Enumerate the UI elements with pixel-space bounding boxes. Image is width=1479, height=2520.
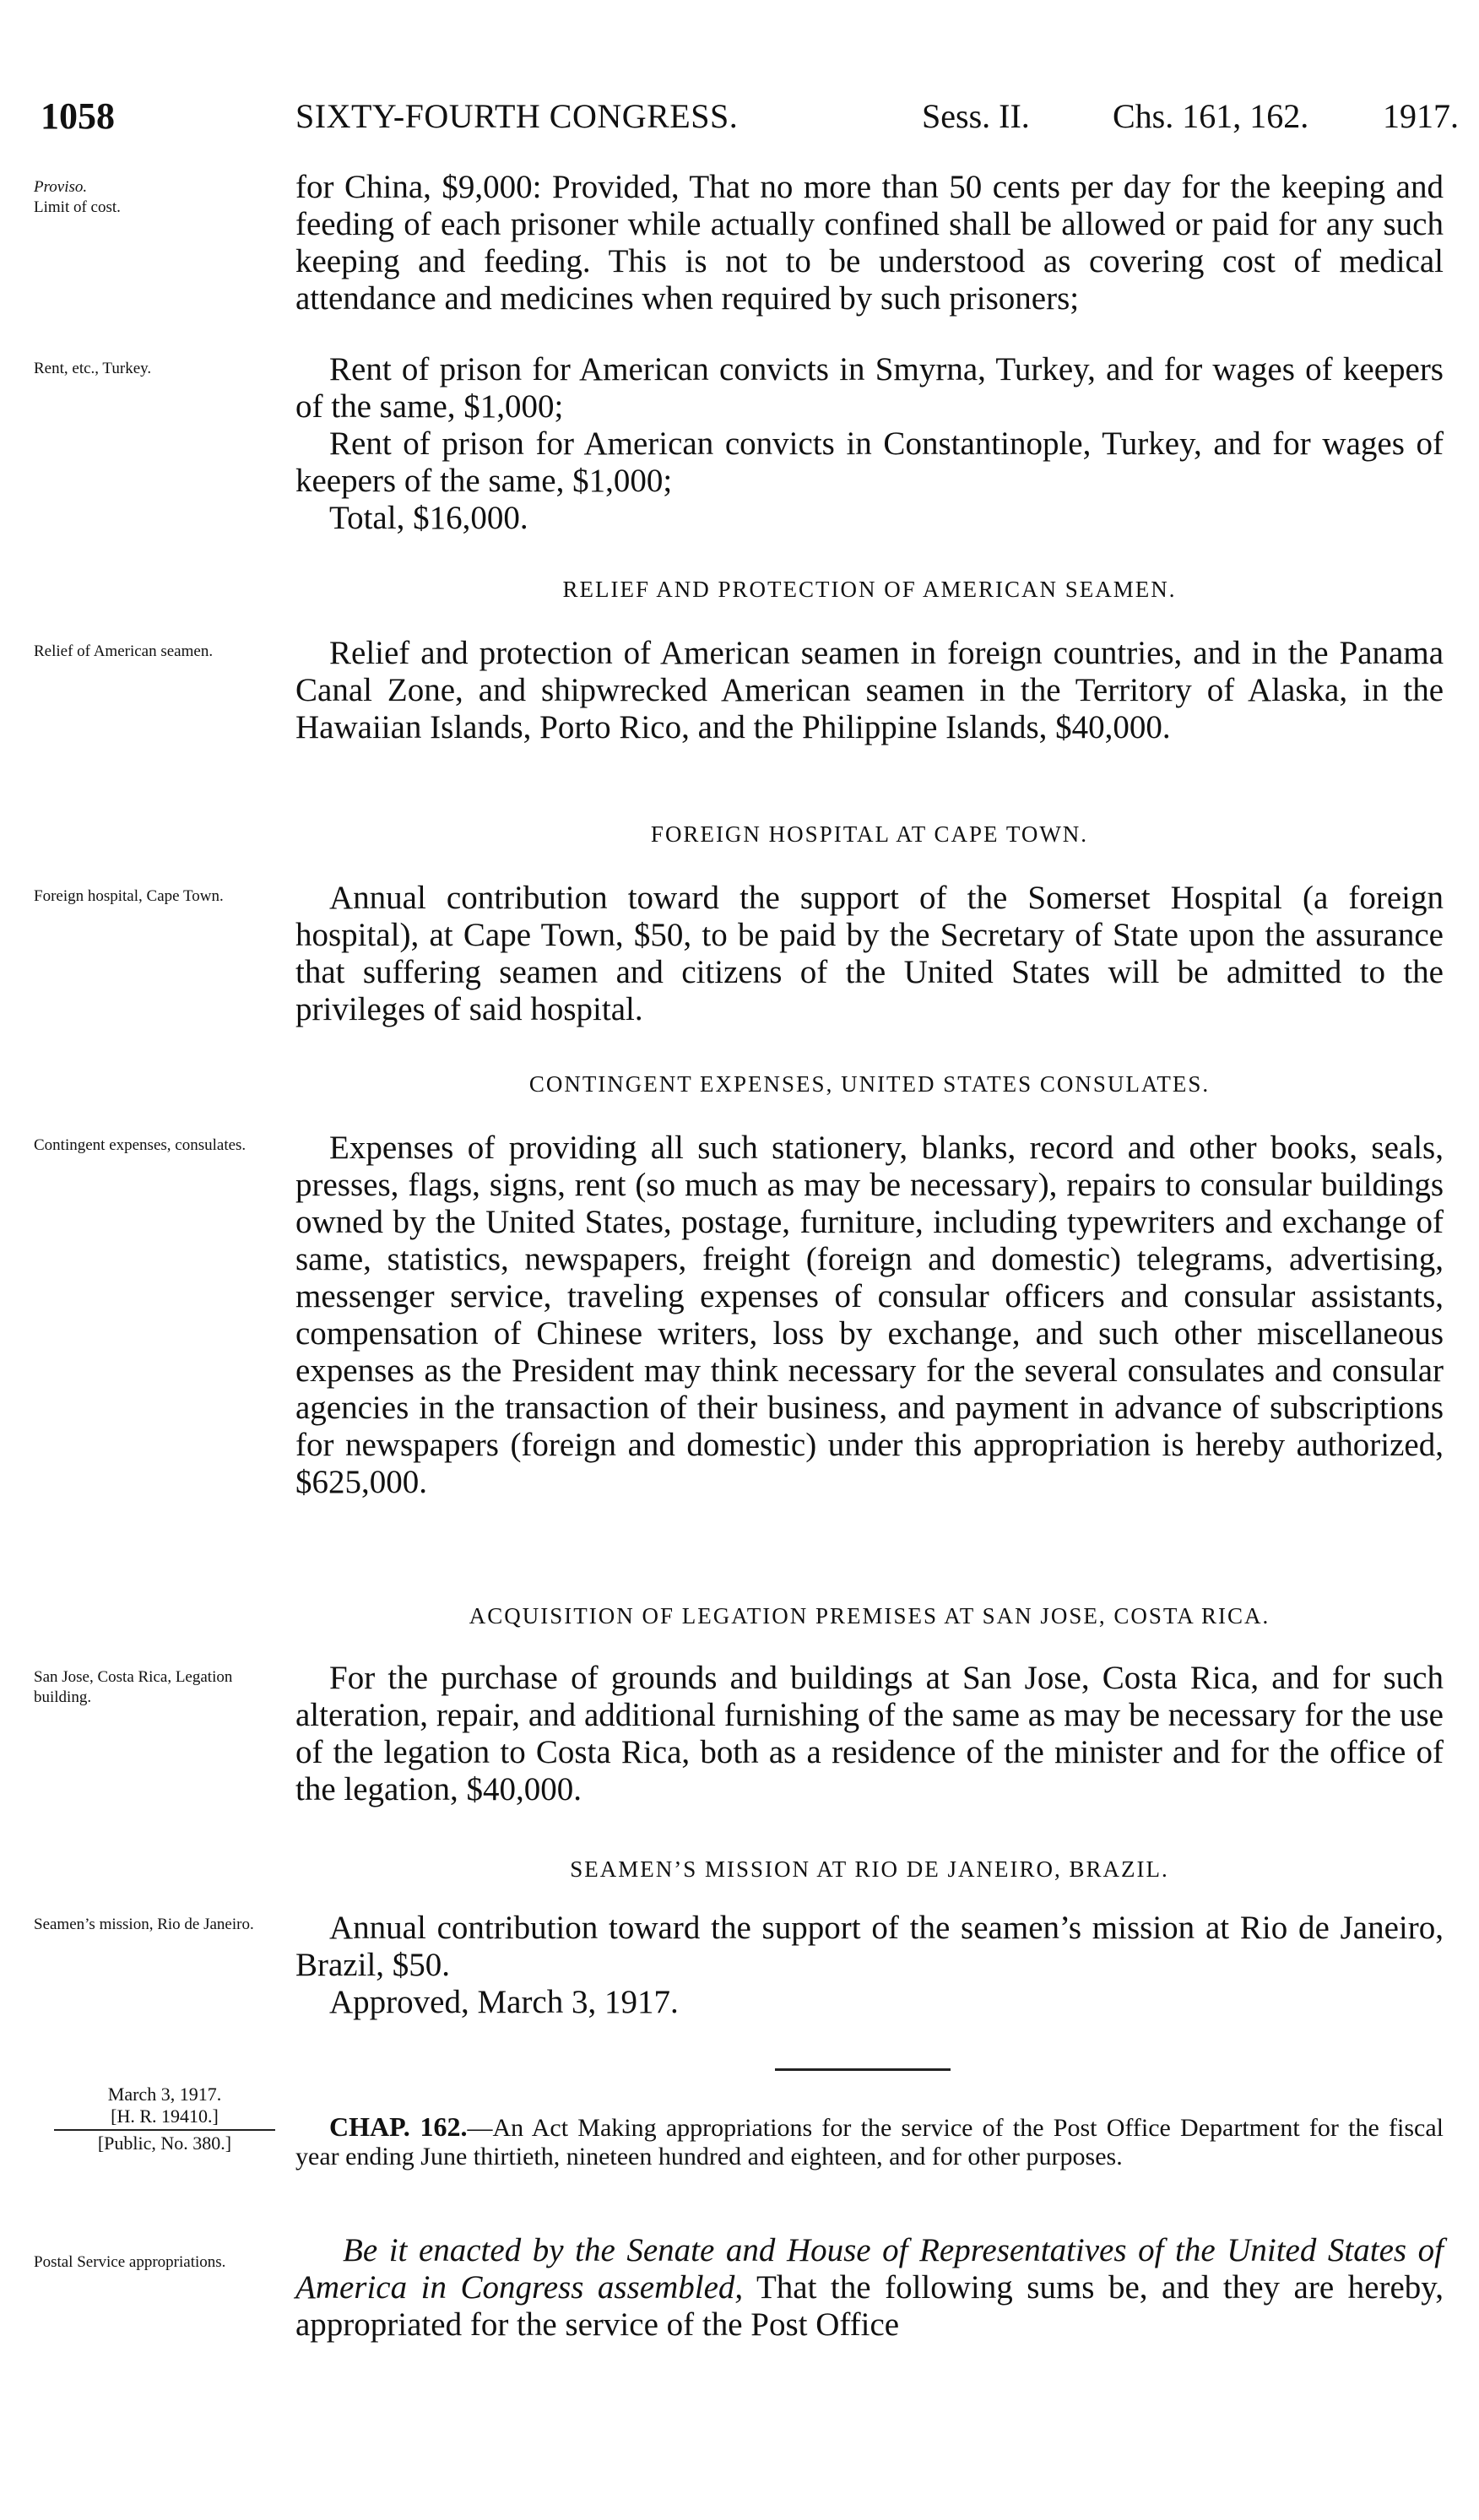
heading-relief-seamen: RELIEF AND PROTECTION OF AMERICAN SEAMEN.: [562, 577, 1177, 602]
session-label: Sess. II.: [922, 97, 1030, 135]
san-jose-text: For the purchase of grounds and buildings at San Jose, Costa Rica, and for such alteration, repair, and additional furnishing of the same as may be necessary for the use of the legation to Costa Rica, both as a residence of the minister and for the office of the legation, $40,000.: [295, 1660, 1444, 1807]
margin-note-proviso: [34, 177, 287, 218]
margin-note-cape-town: Foreign hospital, Cape Town.: [34, 887, 224, 905]
page-number: 1058: [41, 95, 115, 137]
rio-text: Annual contribution toward the support of the seamen’s mission at Rio de Janeiro, Brazil, $50.: [295, 1910, 1444, 1983]
enacting-clause: Be it enacted by the Senate and House of Representatives of the United States of America in Congress assembled,: [295, 2232, 1444, 2306]
margin-note-san-jose: San Jose, Costa Rica, Legation building.: [34, 1668, 233, 1706]
relief-seamen-section: [295, 635, 1444, 746]
cape-town-section: [295, 880, 1444, 1028]
chapter-number: CHAP. 162.: [329, 2111, 468, 2142]
chapter-title: [295, 2112, 1444, 2171]
smyrna-rent-text: Rent of prison for American convicts in Smyrna, Turkey, and for wages of keepers of the same, $1,000;: [295, 351, 1444, 425]
heading-consulates: CONTINGENT EXPENSES, UNITED STATES CONSULATES.: [528, 1071, 1211, 1097]
bill-reference-box: [34, 2084, 295, 2154]
congress-title: SIXTY-FOURTH CONGRESS.: [295, 97, 739, 135]
cape-town-text: Annual contribution toward the support of the Somerset Hospital (a foreign hospital), at Cape Town, $50, to be paid by the Secretary of State upon the assurance that suffering seamen and citizens of the United States will be admitted to the privileges of said hospital.: [295, 880, 1444, 1027]
public-law-number: [Public, No. 380.]: [97, 2133, 232, 2154]
heading-rio: SEAMEN’S MISSION AT RIO DE JANEIRO, BRAZIL.: [570, 1856, 1169, 1882]
margin-note-proviso-label: Proviso.: [34, 178, 88, 196]
margin-note-postal: Postal Service appropriations.: [34, 2253, 226, 2271]
chapters-label: Chs. 161, 162.: [1113, 97, 1309, 135]
china-prisoners-text: for China, $9,000: Provided, That no more than 50 cents per day for the keeping and feeding of each prisoner while actually confined shall be allowed or paid for any such keeping and feeding. This is not to be understood as covering cost of medical attendance and medicines when required by such prisoners;: [295, 169, 1444, 317]
san-jose-section: [295, 1660, 1444, 1808]
bill-date: March 3, 1917.: [107, 2084, 222, 2105]
margin-note-turkey: Rent, etc., Turkey.: [34, 360, 152, 377]
rio-section: [295, 1910, 1444, 2021]
header-year: 1917.: [1383, 97, 1459, 135]
margin-note-limit-of-cost: Limit of cost.: [34, 198, 121, 216]
margin-note-rio: Seamen’s mission, Rio de Janeiro.: [34, 1916, 254, 1933]
chapter-description: —An Act Making appropriations for the service of the Post Office Department for the fiscal year ending June thirtieth, nineteen hundred and eighteen, and for other purposes.: [295, 2114, 1444, 2170]
consulates-section: [295, 1130, 1444, 1501]
margin-note-relief-seamen: Relief of American seamen.: [34, 642, 214, 660]
enacting-text: That the following sums be, and they are hereby, appropriated for the service of the Post Office: [295, 2269, 1444, 2343]
china-prisoners-section: [295, 169, 1444, 317]
section-divider: [775, 2068, 951, 2071]
enacting-paragraph: [295, 2232, 1444, 2344]
constantinople-rent-text: Rent of prison for American convicts in Constantinople, Turkey, and for wages of keepers of the same, $1,000;: [295, 425, 1444, 499]
heading-cape-town: FOREIGN HOSPITAL AT CAPE TOWN.: [650, 821, 1089, 847]
relief-seamen-text: Relief and protection of American seamen in foreign countries, and in the Panama Canal Zone, and shipwrecked American seamen in the Territory of Alaska, in the Hawaiian Islands, Porto Rico, and the Philippine Islands, $40,000.: [295, 635, 1444, 745]
margin-note-consulates: Contingent expenses, consulates.: [34, 1136, 246, 1154]
turkey-total: Total, $16,000.: [329, 500, 528, 536]
bill-box-rule: [54, 2129, 275, 2131]
heading-san-jose: ACQUISITION OF LEGATION PREMISES AT SAN JOSE, COSTA RICA.: [469, 1603, 1270, 1629]
turkey-rent-section: [295, 351, 1444, 537]
consulates-text: Expenses of providing all such stationery, blanks, record and other books, seals, presses, flags, signs, rent (so much as may be necessary), repairs to consular buildings owned by the United States, postage, furniture, including typewriters and exchange of same, statistics, newspapers, freight (foreign and domestic) telegrams, advertising, messenger service, traveling expenses of consular officers and consular assistants, compensation of Chinese writers, loss by exchange, and such other miscellaneous expenses as the President may think necessary for the several consulates and consular agencies in the transaction of their business, and payment in advance of subscriptions for newspapers (foreign and domestic) under this appropriation is hereby authorized, $625,000.: [295, 1130, 1444, 1500]
approved-date: Approved, March 3, 1917.: [329, 1984, 679, 2020]
bill-number: [H. R. 19410.]: [111, 2105, 219, 2127]
page-header: [41, 91, 1459, 142]
